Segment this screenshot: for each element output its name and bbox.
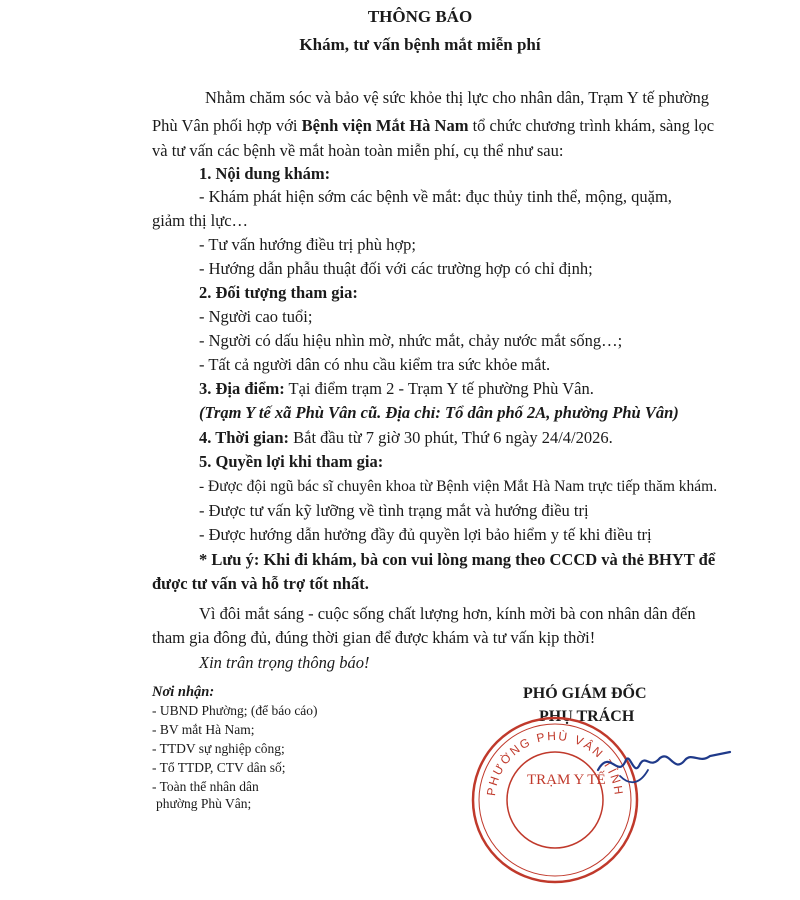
section-2-item: - Người cao tuổi; bbox=[199, 307, 313, 326]
hospital-name: Bệnh viện Mắt Hà Nam bbox=[301, 116, 469, 135]
section-5-item: - Được đội ngũ bác sĩ chuyên khoa từ Bệnh viện Mắt Hà Nam trực tiếp thăm khám. bbox=[199, 478, 718, 495]
section-5-item: - Được tư vấn kỹ lưỡng về tình trạng mắt và hướng điều trị bbox=[199, 501, 589, 520]
section-1-item: - Tư vấn hướng điều trị phù hợp; bbox=[199, 235, 416, 254]
intro-line-2 bbox=[152, 116, 714, 136]
closing-line-3: Xin trân trọng thông báo! bbox=[199, 653, 370, 672]
recipient-item: phường Phù Vân; bbox=[156, 796, 252, 811]
recipient-item: - Tổ TTDP, CTV dân số; bbox=[152, 760, 286, 775]
section-3-heading: 3. Địa điểm: bbox=[199, 379, 285, 398]
stamp-center-text: TRẠM Y TẾ bbox=[527, 772, 606, 788]
intro-line-3: và tư vấn các bệnh về mắt hoàn toàn miễn phí, cụ thể như sau: bbox=[152, 141, 564, 160]
section-2-heading: 2. Đối tượng tham gia: bbox=[199, 283, 358, 302]
signer-title-2: PHỤ TRÁCH bbox=[539, 708, 635, 725]
document-subtitle: Khám, tư vấn bệnh mắt miễn phí bbox=[299, 35, 541, 54]
recipients-heading: Nơi nhận: bbox=[152, 684, 215, 700]
section-2-item: - Tất cả người dân có nhu cầu kiểm tra sức khỏe mắt. bbox=[199, 355, 551, 374]
section-1-item: - Hướng dẫn phẫu thuật đối với các trường hợp có chỉ định; bbox=[199, 259, 593, 278]
closing-line-1: Vì đôi mắt sáng - cuộc sống chất lượng hơn, kính mời bà con nhân dân đến bbox=[199, 604, 696, 623]
section-1-heading: 1. Nội dung khám: bbox=[199, 164, 331, 183]
closing-line-2: tham gia đông đủ, đúng thời gian để được khám và tư vấn kịp thời! bbox=[152, 628, 596, 647]
section-2-item: - Người có dấu hiệu nhìn mờ, nhức mắt, chảy nước mắt sống…; bbox=[199, 331, 623, 350]
section-4-line bbox=[199, 428, 613, 448]
note-line-1: * Lưu ý: Khi đi khám, bà con vui lòng mang theo CCCD và thẻ BHYT để bbox=[199, 550, 716, 569]
note-line-2: được tư vấn và hỗ trợ tốt nhất. bbox=[152, 574, 369, 593]
signature bbox=[590, 740, 740, 790]
intro-text: Phù Vân phối hợp với bbox=[152, 116, 302, 135]
official-stamp bbox=[455, 700, 655, 900]
section-4-text: Bắt đầu từ 7 giờ 30 phút, Thứ 6 ngày 24/4/2026. bbox=[289, 428, 613, 447]
section-3-note: (Trạm Y tế xã Phù Vân cũ. Địa chỉ: Tổ dân phố 2A, phường Phù Vân) bbox=[199, 403, 679, 422]
section-1-item-cont: giảm thị lực… bbox=[152, 211, 249, 230]
document-title: THÔNG BÁO bbox=[367, 7, 473, 26]
intro-text: tổ chức chương trình khám, sàng lọc bbox=[468, 116, 715, 135]
section-3-text: Tại điểm trạm 2 - Trạm Y tế phường Phù Vân. bbox=[284, 379, 594, 398]
section-5-heading: 5. Quyền lợi khi tham gia: bbox=[199, 452, 384, 471]
recipient-item: - UBND Phường; (để báo cáo) bbox=[152, 703, 318, 718]
recipient-item: - BV mắt Hà Nam; bbox=[152, 722, 255, 737]
section-4-heading: 4. Thời gian: bbox=[199, 428, 289, 447]
section-1-item: - Khám phát hiện sớm các bệnh về mắt: đục thủy tinh thể, mộng, quặm, bbox=[199, 187, 672, 206]
stamp-ring-text: PHƯỜNG PHÙ VÂN TỈNH bbox=[484, 728, 627, 798]
section-5-item: - Được hướng dẫn hưởng đầy đủ quyền lợi bảo hiểm y tế khi điều trị bbox=[199, 525, 652, 544]
intro-line-1: Nhằm chăm sóc và bảo vệ sức khỏe thị lực cho nhân dân, Trạm Y tế phường bbox=[205, 88, 710, 107]
recipient-item: - Toàn thể nhân dân bbox=[152, 779, 259, 794]
section-3-line bbox=[199, 379, 594, 399]
recipient-item: - TTDV sự nghiệp công; bbox=[152, 741, 285, 756]
signer-title-1: PHÓ GIÁM ĐỐC bbox=[523, 685, 647, 702]
